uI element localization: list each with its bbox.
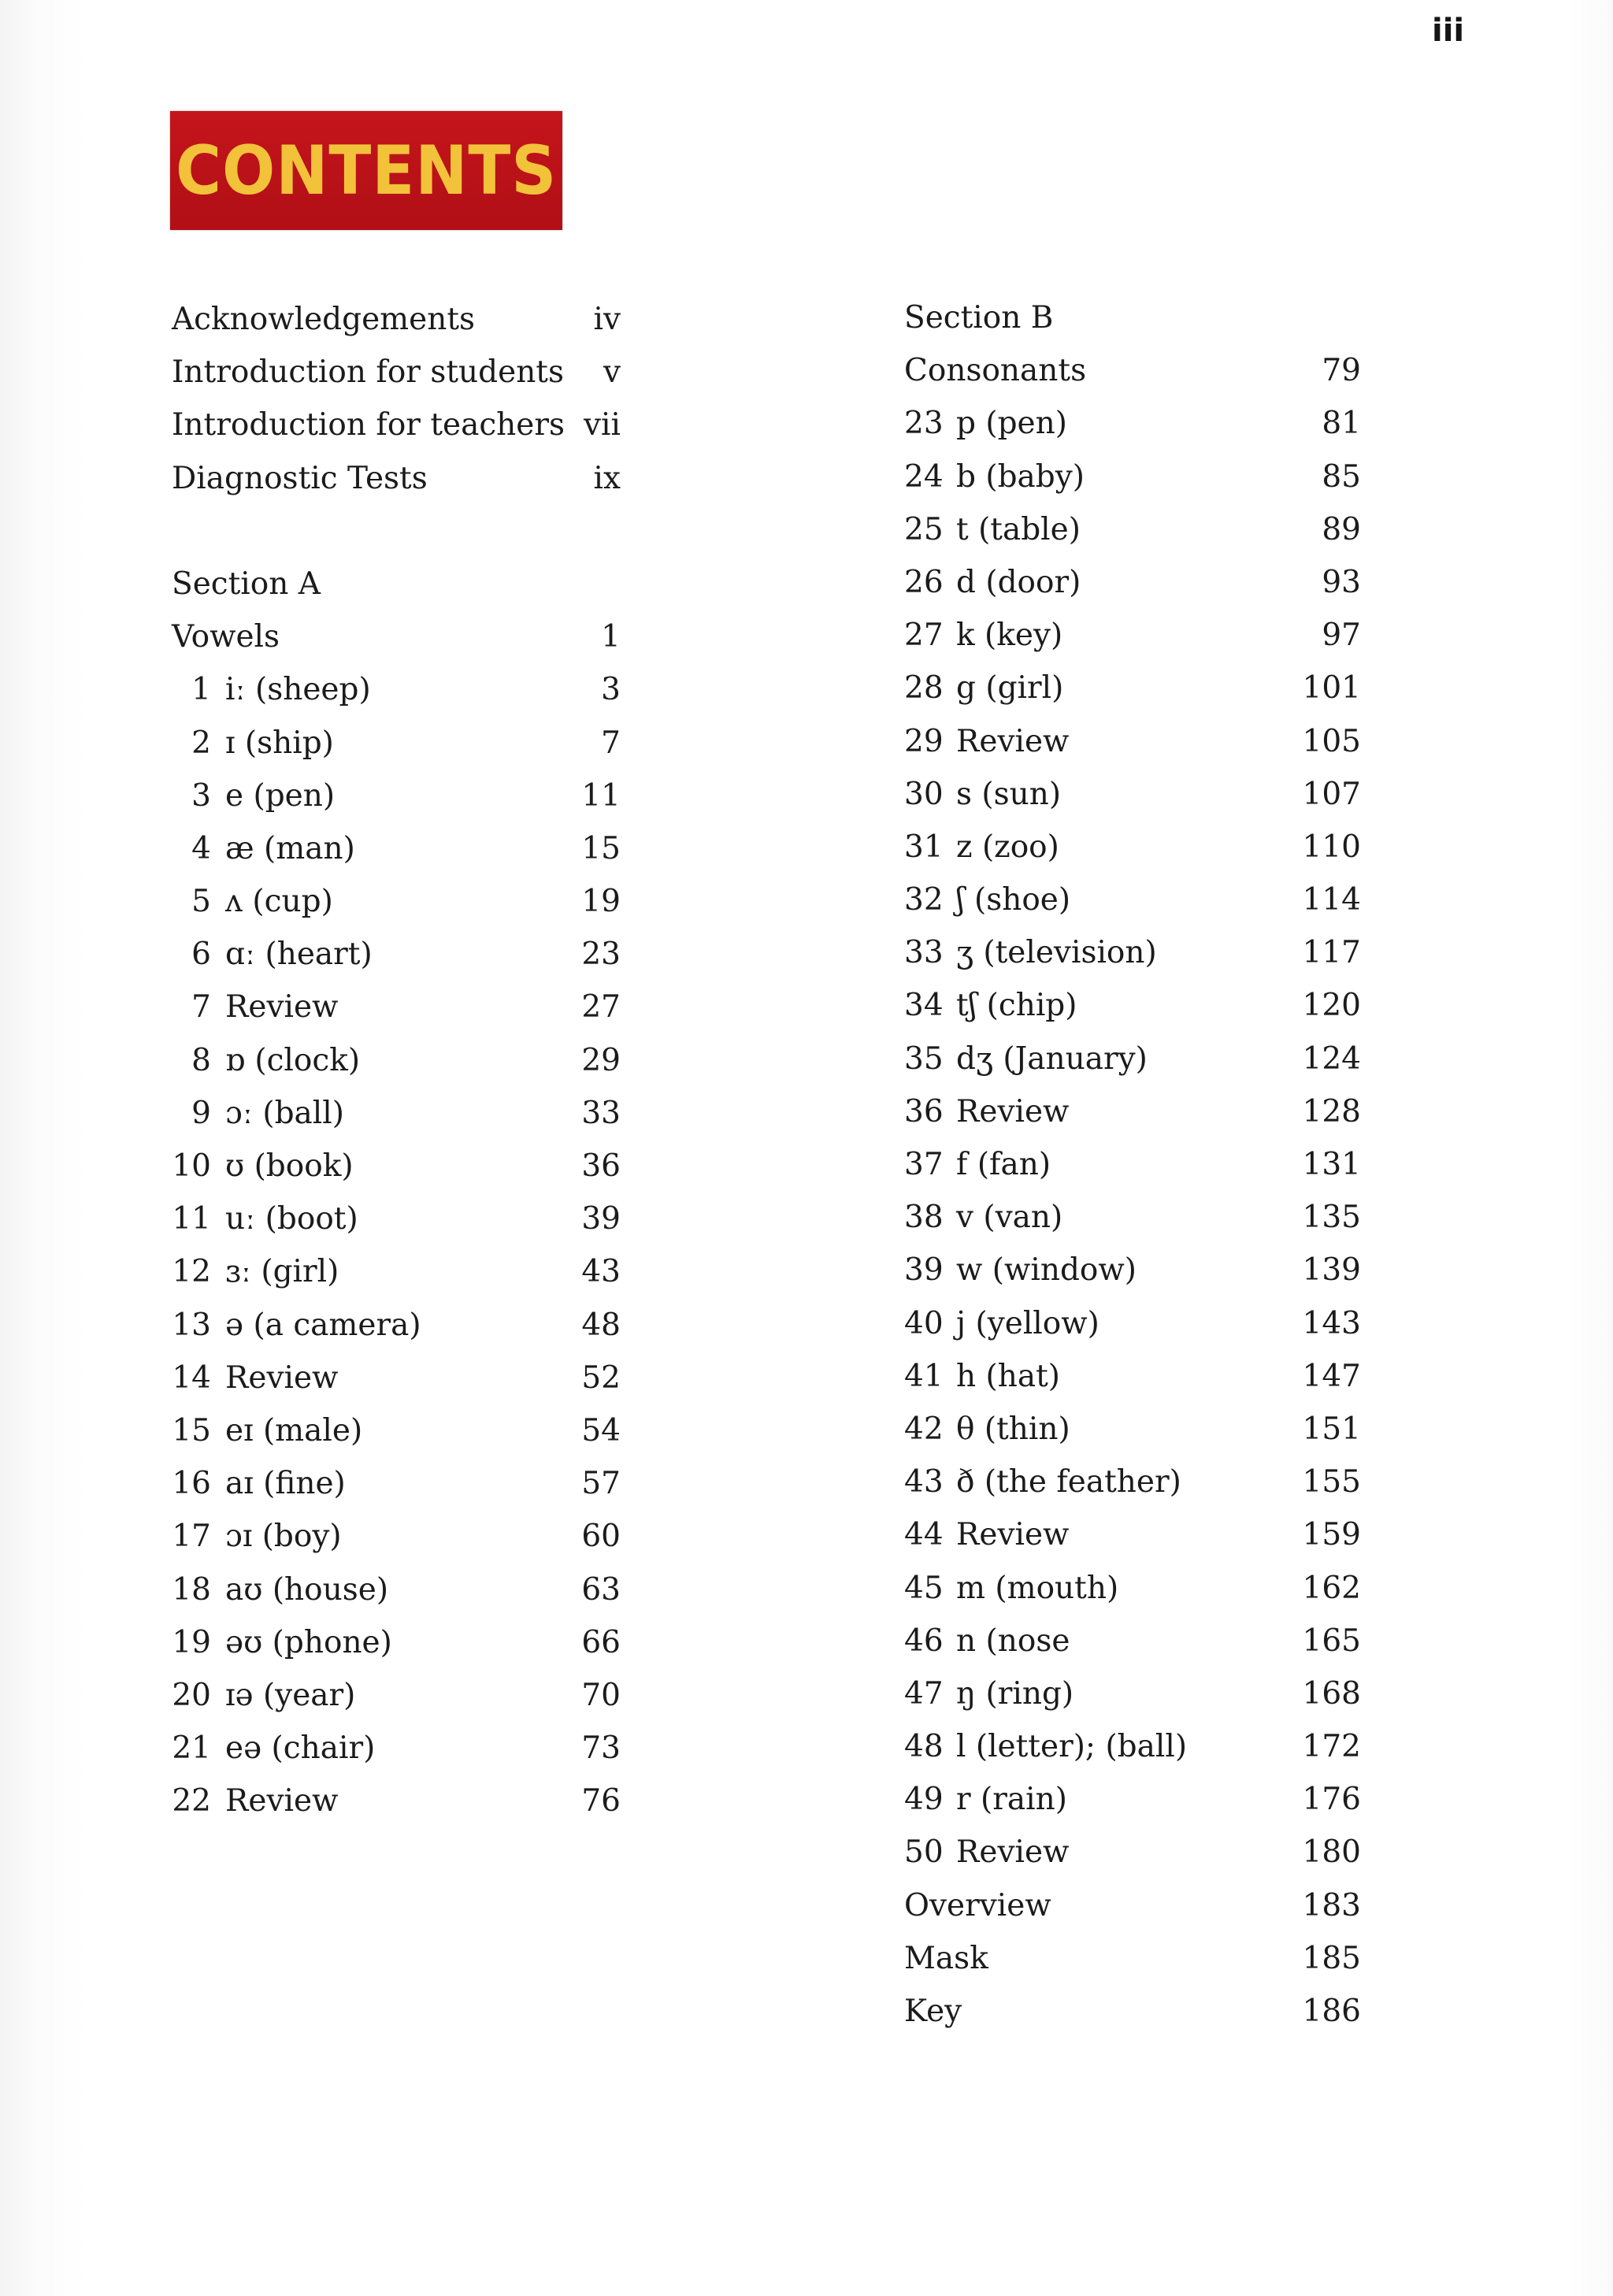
unit-number: 29 [904, 723, 944, 759]
unit-title: ʃ (shoe) [956, 882, 1071, 918]
unit-entry[interactable] [172, 1510, 621, 1563]
unit-title: ɪ (ship) [225, 725, 334, 761]
entry-title: Key [904, 1994, 962, 2029]
unit-number: 43 [904, 1464, 944, 1500]
page-reference: iv [593, 302, 621, 337]
unit-entry[interactable] [172, 1616, 621, 1669]
page-reference: 66 [581, 1624, 621, 1660]
unit-number: 3 [191, 777, 211, 814]
unit-number: 31 [904, 829, 944, 865]
page-reference: 120 [1302, 988, 1361, 1024]
page-reference: 27 [581, 989, 621, 1026]
unit-entry[interactable] [172, 1140, 621, 1193]
unit-entry[interactable] [172, 1457, 621, 1510]
unit-title: f (fan) [956, 1147, 1051, 1182]
unit-title: iː (sheep) [225, 672, 371, 708]
unit-entry[interactable] [172, 1775, 621, 1827]
unit-entry[interactable] [904, 1138, 1361, 1191]
unit-title: Review [956, 1093, 1070, 1129]
unit-number: 19 [172, 1624, 211, 1660]
unit-entry[interactable] [904, 451, 1361, 503]
page-number: iii [1432, 13, 1465, 49]
unit-number: 24 [904, 458, 944, 495]
page-reference: 54 [581, 1412, 621, 1448]
page-reference: 186 [1302, 1994, 1361, 2029]
unit-title: k (key) [956, 618, 1063, 654]
page-reference: 128 [1302, 1093, 1361, 1129]
unit-entry[interactable] [904, 979, 1361, 1032]
unit-entry[interactable] [904, 662, 1361, 714]
page-reference: 19 [581, 884, 621, 920]
unit-entry[interactable] [172, 1087, 621, 1140]
page-reference: 85 [1322, 458, 1361, 495]
page-reference: 15 [581, 830, 621, 866]
unit-title: s (sun) [956, 776, 1062, 812]
unit-entry[interactable] [904, 821, 1361, 874]
unit-title: ʌ (cup) [225, 884, 333, 920]
page-reference: 107 [1302, 776, 1361, 812]
unit-title: ɜː (girl) [225, 1254, 339, 1290]
unit-number: 6 [191, 937, 211, 973]
unit-entry[interactable] [172, 928, 621, 981]
page-reference: 172 [1302, 1729, 1361, 1765]
unit-entry[interactable] [904, 609, 1361, 662]
page-reference: 176 [1302, 1782, 1361, 1818]
page-reference: 124 [1302, 1040, 1361, 1077]
unit-entry[interactable] [904, 1033, 1361, 1085]
page-reference: 162 [1302, 1570, 1361, 1606]
unit-entry[interactable] [904, 1456, 1361, 1508]
unit-entry[interactable] [904, 1191, 1361, 1244]
unit-entry[interactable] [904, 1826, 1361, 1879]
page-reference: vii [584, 407, 621, 443]
page-reference: 89 [1322, 511, 1361, 547]
unit-title: m (mouth) [956, 1570, 1119, 1606]
unit-entry[interactable] [904, 556, 1361, 609]
unit-number: 16 [172, 1466, 211, 1502]
unit-title: Review [225, 989, 339, 1026]
unit-number: 33 [904, 935, 944, 971]
unit-number: 34 [904, 988, 944, 1024]
page-reference: 151 [1302, 1411, 1361, 1447]
unit-title: g (girl) [956, 670, 1064, 707]
unit-title: p (pen) [956, 406, 1067, 442]
unit-title: Review [956, 1834, 1070, 1871]
page-reference: 180 [1302, 1834, 1361, 1871]
unit-entry[interactable] [904, 874, 1361, 926]
page-reference: 114 [1302, 882, 1361, 918]
front-matter-entry[interactable] [172, 399, 621, 451]
page-reference: 73 [581, 1730, 621, 1767]
unit-number: 14 [172, 1359, 211, 1396]
unit-title: uː (boot) [225, 1201, 358, 1237]
page-reference: 33 [581, 1095, 621, 1131]
section-intro-entry[interactable] [904, 344, 1361, 397]
unit-number: 37 [904, 1147, 944, 1182]
unit-entry[interactable] [904, 1720, 1361, 1773]
unit-title: ɔː (ball) [225, 1095, 344, 1131]
page-reference: 11 [581, 777, 621, 814]
unit-entry[interactable] [172, 1245, 621, 1298]
unit-entry[interactable] [172, 1299, 621, 1352]
unit-number: 40 [904, 1305, 944, 1341]
unit-number: 10 [172, 1148, 211, 1184]
unit-number: 28 [904, 670, 944, 707]
page-reference: 29 [581, 1042, 621, 1078]
unit-number: 12 [172, 1254, 211, 1290]
page-reference: 101 [1302, 670, 1361, 707]
unit-title: ɑː (heart) [225, 937, 373, 973]
unit-title: w (window) [956, 1252, 1137, 1289]
unit-entry[interactable] [904, 1403, 1361, 1456]
unit-entry[interactable] [904, 715, 1361, 768]
section-b-heading [904, 291, 1361, 344]
unit-number: 27 [904, 618, 944, 654]
unit-number: 5 [191, 884, 211, 920]
entry-title: Introduction for students [172, 354, 564, 391]
unit-number: 47 [904, 1675, 944, 1712]
unit-title: v (van) [956, 1200, 1063, 1236]
unit-number: 38 [904, 1200, 944, 1236]
unit-entry[interactable] [172, 1722, 621, 1775]
unit-title: b (baby) [956, 458, 1085, 495]
unit-entry[interactable] [904, 1773, 1361, 1826]
entry-title: Acknowledgements [172, 302, 476, 337]
unit-entry[interactable] [904, 1244, 1361, 1296]
unit-number: 36 [904, 1093, 944, 1129]
unit-title: n (nose [956, 1623, 1070, 1659]
page-reference: 36 [581, 1148, 621, 1184]
unit-entry[interactable] [904, 1615, 1361, 1667]
unit-number: 32 [904, 882, 944, 918]
page-reference: 79 [1322, 353, 1361, 389]
unit-title: ə (a camera) [225, 1307, 421, 1343]
unit-title: ŋ (ring) [956, 1675, 1074, 1712]
unit-title: ɪə (year) [225, 1677, 356, 1713]
page-reference: ix [593, 460, 621, 496]
unit-number: 42 [904, 1411, 944, 1447]
unit-entry[interactable] [904, 1562, 1361, 1615]
unit-entry[interactable] [904, 1350, 1361, 1403]
left-contents-column [172, 293, 621, 1827]
unit-title: eə (chair) [225, 1730, 376, 1767]
entry-title: Vowels [172, 619, 280, 655]
page-reference: 147 [1302, 1358, 1361, 1394]
unit-number: 18 [172, 1571, 211, 1608]
unit-entry[interactable] [172, 822, 621, 875]
unit-title: j (yellow) [956, 1305, 1099, 1341]
unit-title: d (door) [956, 564, 1081, 600]
page-reference: 81 [1322, 406, 1361, 442]
page-reference: 3 [601, 672, 621, 708]
unit-number: 44 [904, 1517, 944, 1553]
unit-entry[interactable] [172, 875, 621, 928]
unit-number: 13 [172, 1307, 211, 1343]
unit-title: Review [225, 1783, 339, 1819]
contents-banner [170, 111, 562, 230]
page-reference: 57 [581, 1466, 621, 1502]
page-reference: 93 [1322, 564, 1361, 600]
unit-number: 1 [191, 672, 211, 708]
front-matter-entry[interactable] [172, 452, 621, 505]
section-a-heading-text: Section A [172, 566, 321, 602]
unit-title: aʊ (house) [225, 1571, 389, 1608]
unit-number: 45 [904, 1570, 944, 1606]
unit-number: 17 [172, 1519, 211, 1555]
unit-number: 8 [191, 1042, 211, 1078]
unit-number: 2 [191, 725, 211, 761]
unit-entry[interactable] [904, 397, 1361, 450]
page-reference: 139 [1302, 1252, 1361, 1289]
page-reference: 52 [581, 1359, 621, 1396]
unit-entry[interactable] [904, 1297, 1361, 1350]
page-reference: 155 [1302, 1464, 1361, 1500]
front-matter-entry[interactable] [172, 293, 621, 346]
unit-title: æ (man) [225, 830, 355, 866]
page-reference: 143 [1302, 1305, 1361, 1341]
unit-number: 9 [191, 1095, 211, 1131]
unit-entry[interactable] [172, 717, 621, 770]
back-matter-entry[interactable] [904, 1985, 1361, 2038]
page-reference: 168 [1302, 1675, 1361, 1712]
page-reference: 183 [1302, 1887, 1361, 1923]
unit-title: ɒ (clock) [225, 1042, 361, 1078]
page-reference: 70 [581, 1677, 621, 1713]
unit-entry[interactable] [172, 1404, 621, 1457]
entry-title: Mask [904, 1940, 988, 1976]
page-reference: 39 [581, 1201, 621, 1237]
unit-entry[interactable] [172, 770, 621, 822]
unit-number: 23 [904, 406, 944, 442]
unit-number: 15 [172, 1412, 211, 1448]
section-intro-entry[interactable] [172, 610, 621, 663]
page-reference: 97 [1322, 618, 1361, 654]
unit-entry[interactable] [172, 1669, 621, 1722]
unit-title: Review [225, 1359, 339, 1396]
back-matter-entry[interactable] [904, 1932, 1361, 1985]
unit-title: əʊ (phone) [225, 1624, 392, 1660]
unit-title: ɔɪ (boy) [225, 1519, 342, 1555]
entry-title: Diagnostic Tests [172, 460, 428, 496]
page-reference: 110 [1302, 829, 1361, 865]
unit-number: 46 [904, 1623, 944, 1659]
page-reference: 1 [601, 619, 621, 655]
unit-entry[interactable] [172, 981, 621, 1033]
unit-number: 7 [191, 989, 211, 1026]
unit-title: dʒ (January) [956, 1040, 1148, 1077]
page-reference: 60 [581, 1519, 621, 1555]
unit-number: 39 [904, 1252, 944, 1289]
contents-heading: CONTENTS [175, 131, 558, 210]
unit-title: h (hat) [956, 1358, 1060, 1394]
section-b-heading-text: Section B [904, 300, 1054, 336]
unit-title: tʃ (chip) [956, 988, 1077, 1024]
unit-entry[interactable] [904, 768, 1361, 821]
unit-title: Review [956, 1517, 1070, 1553]
page-reference: 7 [601, 725, 621, 761]
unit-title: ð (the feather) [956, 1464, 1181, 1500]
spacer [172, 505, 621, 558]
unit-entry[interactable] [904, 503, 1361, 556]
unit-number: 26 [904, 564, 944, 600]
page-reference: v [603, 354, 621, 391]
unit-number: 35 [904, 1040, 944, 1077]
entry-title: Consonants [904, 353, 1087, 389]
page-reference: 105 [1302, 723, 1361, 759]
unit-entry[interactable] [172, 663, 621, 716]
unit-title: ʒ (television) [956, 935, 1157, 971]
unit-title: l (letter); (ball) [956, 1729, 1188, 1765]
unit-number: 20 [172, 1677, 211, 1713]
unit-number: 11 [172, 1201, 211, 1237]
unit-number: 4 [191, 830, 211, 866]
page-reference: 131 [1302, 1147, 1361, 1182]
page-reference: 117 [1302, 935, 1361, 971]
unit-number: 25 [904, 511, 944, 547]
unit-entry[interactable] [172, 1193, 621, 1245]
unit-entry[interactable] [172, 1352, 621, 1404]
unit-number: 22 [172, 1783, 211, 1819]
page-reference: 23 [581, 937, 621, 973]
unit-number: 49 [904, 1782, 944, 1818]
unit-title: eɪ (male) [225, 1412, 363, 1448]
unit-entry[interactable] [904, 1085, 1361, 1138]
unit-entry[interactable] [904, 1508, 1361, 1561]
unit-title: r (rain) [956, 1782, 1067, 1818]
unit-number: 41 [904, 1358, 944, 1394]
page-reference: 63 [581, 1571, 621, 1608]
entry-title: Introduction for teachers [172, 407, 565, 443]
unit-number: 50 [904, 1834, 944, 1871]
unit-entry[interactable] [172, 1034, 621, 1087]
page-reference: 185 [1302, 1940, 1361, 1976]
unit-entry[interactable] [904, 1667, 1361, 1720]
unit-title: z (zoo) [956, 829, 1059, 865]
front-matter-entry[interactable] [172, 346, 621, 399]
unit-entry[interactable] [172, 1563, 621, 1616]
unit-title: ʊ (book) [225, 1148, 354, 1184]
page-reference: 76 [581, 1783, 621, 1819]
unit-title: t (table) [956, 511, 1081, 547]
page-reference: 43 [581, 1254, 621, 1290]
page-reference: 165 [1302, 1623, 1361, 1659]
unit-number: 48 [904, 1729, 944, 1765]
entry-title: Overview [904, 1887, 1051, 1923]
unit-number: 30 [904, 776, 944, 812]
unit-entry[interactable] [904, 926, 1361, 979]
page-reference: 135 [1302, 1200, 1361, 1236]
right-contents-column [904, 291, 1361, 2038]
page-reference: 48 [581, 1307, 621, 1343]
unit-title: Review [956, 723, 1070, 759]
unit-title: e (pen) [225, 777, 336, 814]
unit-number: 21 [172, 1730, 211, 1767]
unit-title: θ (thin) [956, 1411, 1070, 1447]
back-matter-entry[interactable] [904, 1879, 1361, 1932]
unit-title: aɪ (fine) [225, 1466, 346, 1502]
section-a-heading [172, 558, 621, 610]
page-reference: 159 [1302, 1517, 1361, 1553]
